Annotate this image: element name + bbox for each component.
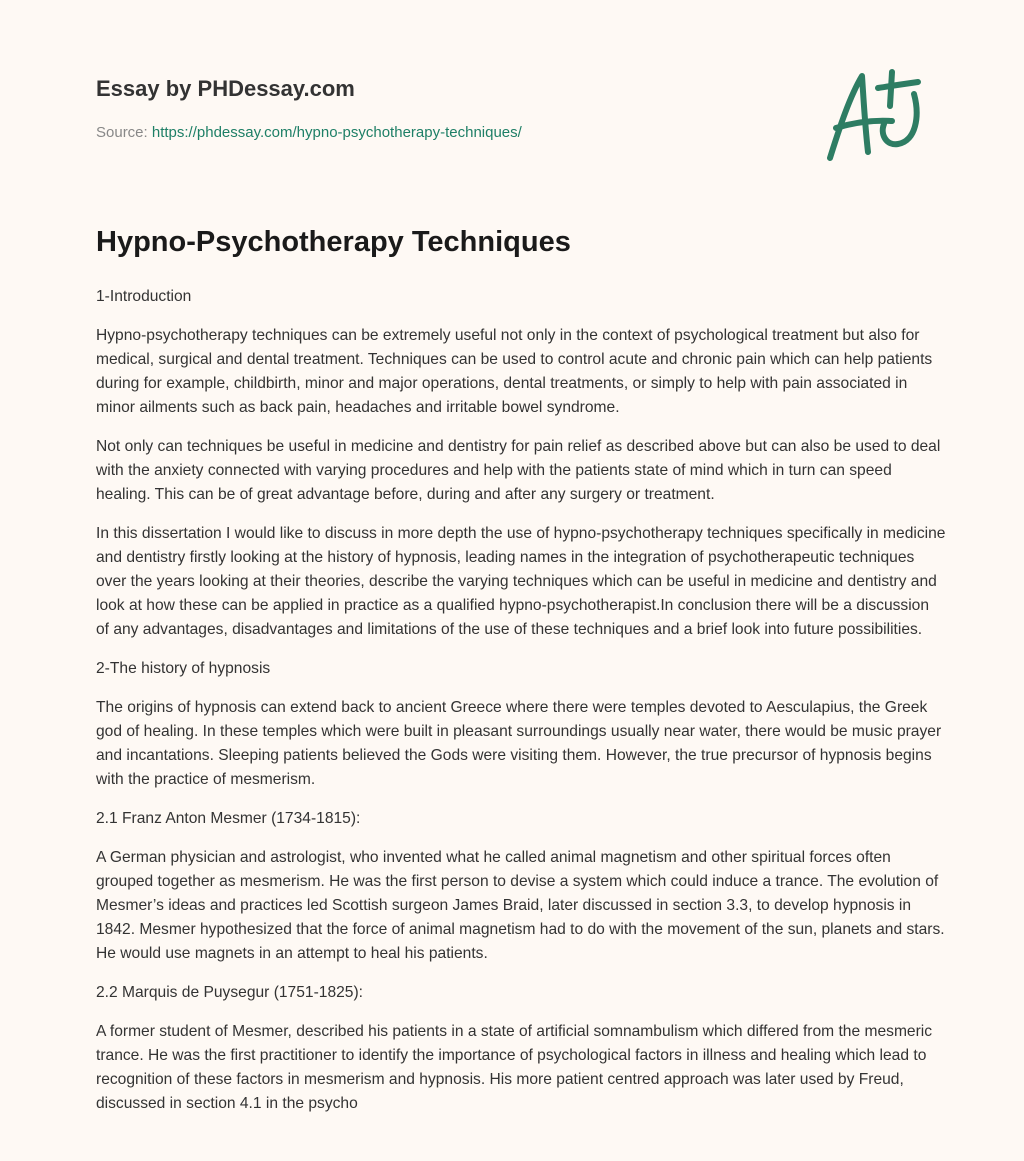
essay-title: Hypno-Psychotherapy Techniques: [96, 226, 571, 258]
paragraph: A German physician and astrologist, who invented what he called animal magnetism and other spiritual forces often grouped together as mesmerism. He was the first person to devise a system which could induce a trance. The evolution of Mesmer’s ideas and practices led Scottish surgeon James Braid, later discussed in section 3.3, to develop hypnosis in 1842. Mesmer hypothesized that the force of animal magnetism had to do with the movement of the sun, planets and stars. He would use magnets in an attempt to heal his patients.: [96, 849, 945, 962]
source-line: [96, 124, 522, 141]
source-label: Source:: [96, 124, 148, 141]
section-heading: 2.1 Franz Anton Mesmer (1734-1815):: [96, 810, 361, 827]
paragraph: Not only can techniques be useful in medicine and dentistry for pain relief as described above but can also be used to deal with the anxiety connected with varying procedures and help with the patients state of mind which in turn can speed healing. This can be of great advantage before, during and after any surgery or treatment.: [96, 438, 941, 503]
paragraph: In this dissertation I would like to discuss in more depth the use of hypno-psychotherapy techniques specifically in medicine and dentistry firstly looking at the history of hypnosis, leading names in the integration of psychotherapeutic techniques over the years looking at their theories, describe the varying techniques which can be useful in medicine and dentistry and look at how these can be applied in practice as a qualified hypno-psychotherapist.In conclusion there will be a discussion of any advantages, disadvantages and limitations of the use of these techniques and a brief look into future possibilities.: [96, 525, 946, 638]
paragraph: A former student of Mesmer, described his patients in a state of artificial somnambulism which differed from the mesmeric trance. He was the first practitioner to identify the importance of psychological factors in illness and healing which lead to recognition of these factors in mesmerism and hypnosis. His more patient centred approach was later used by Freud, discussed in section 4.1 in the psycho: [96, 1023, 933, 1112]
a-plus-logo-icon: [820, 66, 930, 166]
section-heading: 2-The history of hypnosis: [96, 660, 271, 677]
section-heading: 1-Introduction: [96, 288, 192, 305]
paragraph: Hypno-psychotherapy techniques can be extremely useful not only in the context of psychological treatment but also for medical, surgical and dental treatment. Techniques can be used to control acute and chronic pain which can help patients during for example, childbirth, minor and major operations, dental treatments, or simply to help with pain associated in minor ailments such as back pain, headaches and irritable bowel syndrome.: [96, 327, 933, 416]
source-link[interactable]: https://phdessay.com/hypno-psychotherapy-techniques/: [151, 124, 522, 141]
site-brand: Essay by PHDessay.com: [96, 76, 355, 101]
essay-body: [96, 285, 946, 1131]
section-heading: 2.2 Marquis de Puysegur (1751-1825):: [96, 984, 363, 1001]
paragraph: The origins of hypnosis can extend back to ancient Greece where there were temples devoted to Aesculapius, the Greek god of healing. In these temples which were built in pleasant surroundings usually near water, there would be music prayer and incantations. Sleeping patients believed the Gods were visiting them. However, the true precursor of hypnosis begins with the practice of mesmerism.: [96, 699, 942, 788]
